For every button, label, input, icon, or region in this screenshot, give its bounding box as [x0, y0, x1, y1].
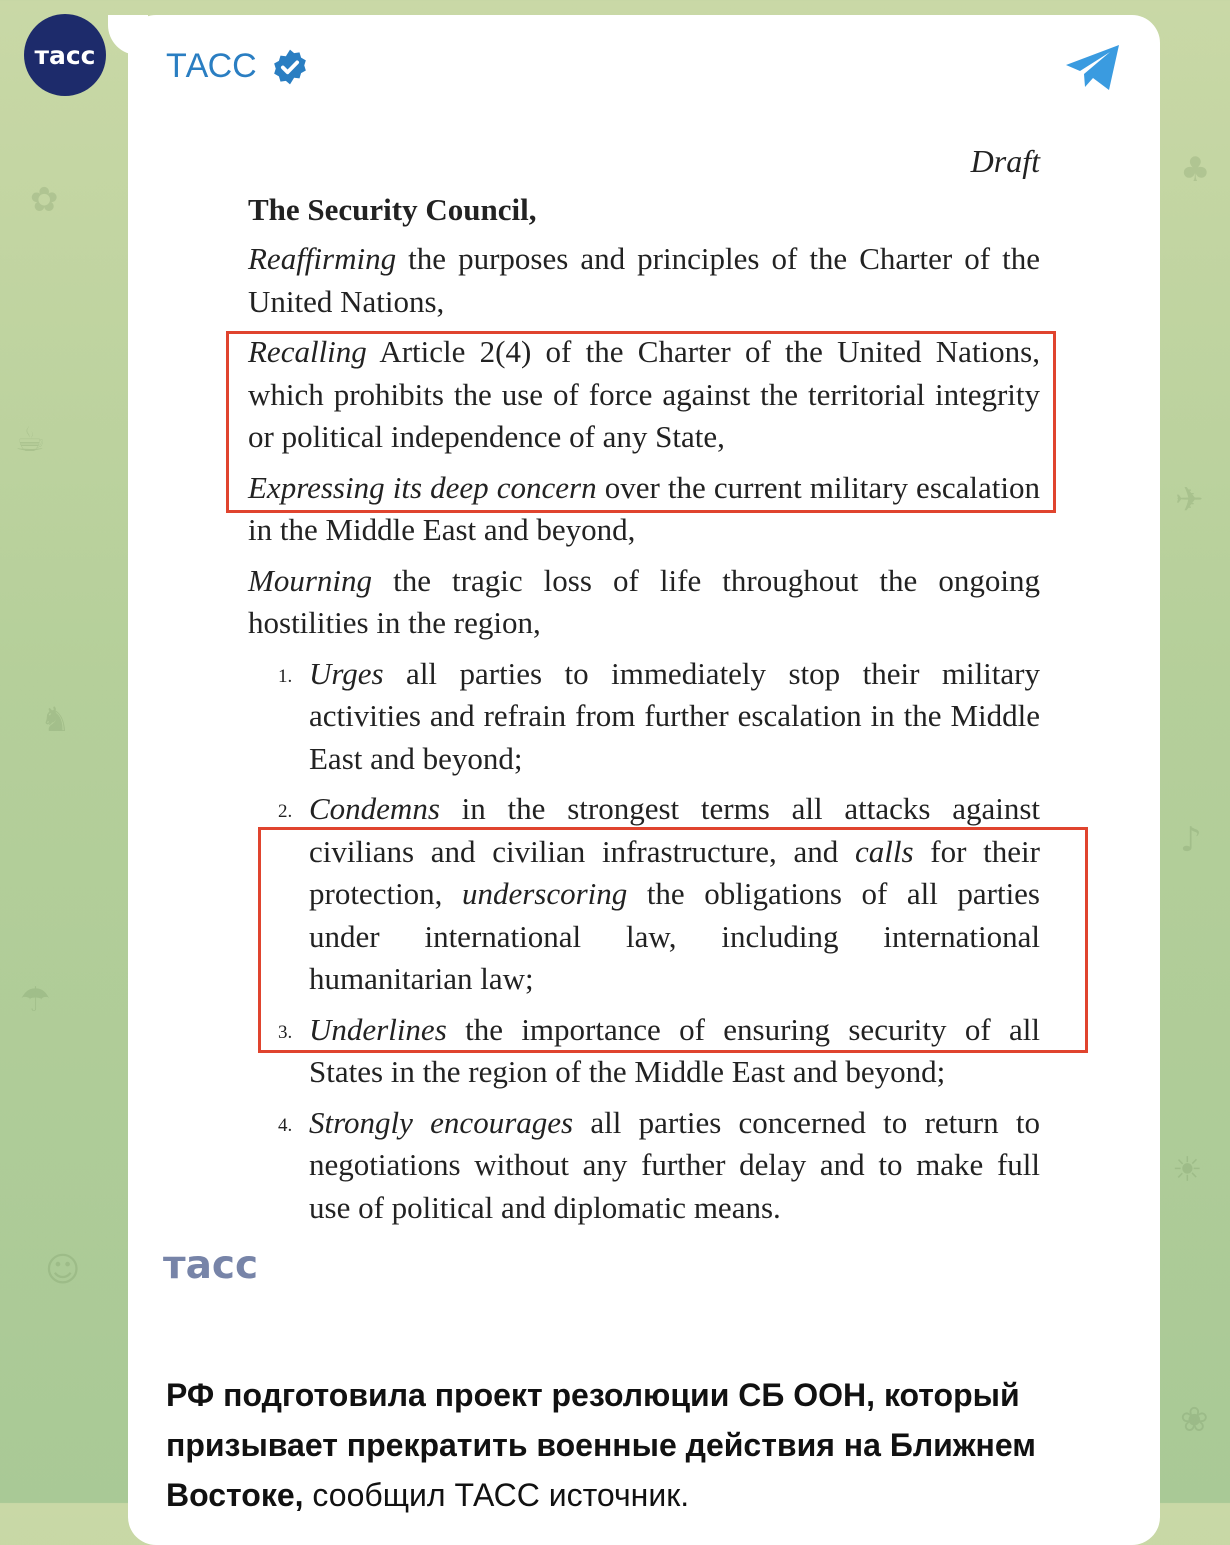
background-doodle-icon: ♣ [1180, 150, 1211, 190]
paragraph-number: 2. [278, 801, 293, 822]
operative-paragraph: 2. Condemns in the strongest terms all attacks against civilians and civilian infrastructure, and calls for their protection, underscoring the obligations of all parties under international law, including international humanitarian law; [278, 791, 1040, 996]
paragraph-number: 3. [278, 1021, 293, 1043]
preamble-paragraph: Mourning the tragic loss of life throughout the ongoing hostilities in the region, [248, 562, 1040, 640]
background-doodle-icon: ♞ [40, 700, 71, 740]
message-card [128, 15, 1160, 1545]
highlight-box-recalling [226, 331, 1056, 513]
preamble-paragraph: Recalling Article 2(4) of the Charter of the United Nations, which prohibits the use of force against the territorial integrity or political independence of any State, [248, 334, 1040, 454]
paragraph-number: 4. [278, 1114, 293, 1136]
paragraph-number: 1. [278, 665, 293, 687]
background-doodle-icon: ♪ [1180, 820, 1202, 860]
operative-paragraph: 1. Urges all parties to immediately stop their military activities and refrain from further escalation in the Middle East and beyond; [278, 655, 1040, 776]
message-header [166, 47, 309, 86]
verified-badge-icon [271, 48, 309, 86]
background-doodle-icon: ❀ [1180, 1400, 1209, 1440]
resolution-document [248, 140, 1040, 1237]
operative-paragraph: 4. Strongly encourages all parties concerned to return to negotiations without any further delay and to make full use of political and diplomatic means. [278, 1104, 1040, 1225]
background-doodle-icon: ☕ [15, 420, 46, 460]
draft-label: Draft [970, 143, 1040, 179]
preamble-paragraph: Reaffirming the purposes and principles of the Charter of the United Nations, [248, 241, 1040, 319]
channel-avatar[interactable]: тасс [24, 14, 106, 96]
background-doodle-icon: ✿ [30, 180, 59, 220]
background-doodle-icon: ☀ [1172, 1150, 1203, 1190]
message-caption: РФ подготовила проект резолюции СБ ООН, который призывает прекратить военные действия на Ближнем Востоке, сообщил ТАСС источник. [166, 1377, 1036, 1513]
preamble-paragraph: Expressing its deep concern over the current military escalation in the Middle East and beyond, [248, 469, 1040, 547]
background-doodle-icon: ✈ [1175, 480, 1204, 520]
highlight-box-condemns [258, 827, 1088, 1053]
channel-name[interactable]: ТАСС [166, 47, 257, 85]
tass-watermark: тасс [163, 1243, 259, 1288]
background-doodle-icon: ☂ [20, 980, 51, 1020]
document-title: The Security Council, [248, 191, 537, 227]
operative-paragraph: 3. Underlines the importance of ensuring security of all States in the region of the Middle East and beyond; [278, 1011, 1040, 1089]
telegram-share-icon[interactable] [1064, 43, 1122, 93]
background-doodle-icon: ☺ [45, 1250, 81, 1290]
